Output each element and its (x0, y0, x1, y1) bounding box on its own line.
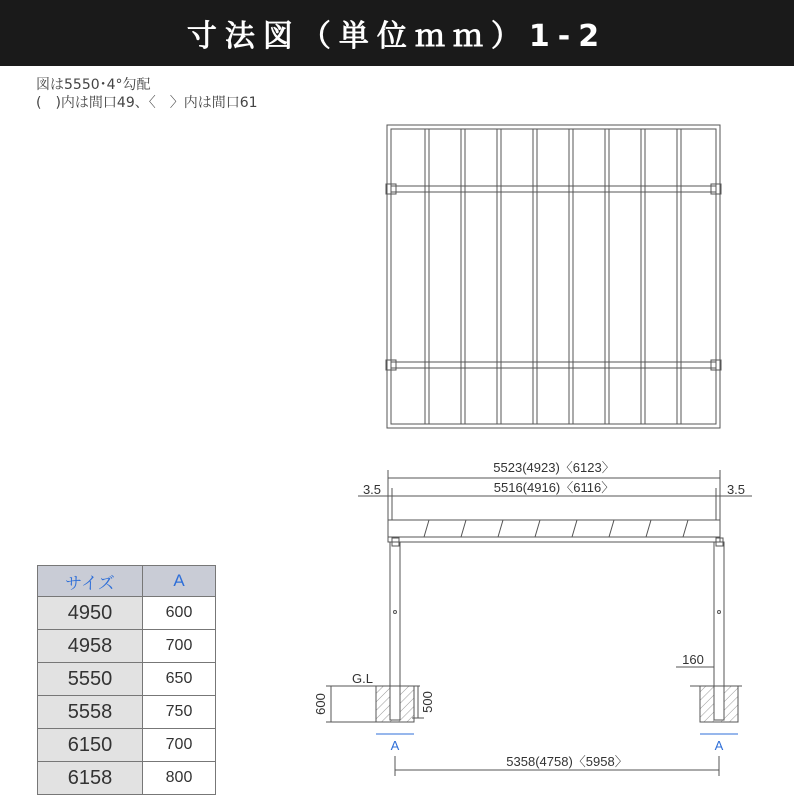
post-embed-label: 500 (420, 691, 435, 713)
edge-left-label: 3.5 (362, 482, 382, 497)
size-cell: 5558 (38, 696, 143, 729)
size-cell: 5550 (38, 663, 143, 696)
size-cell: 4950 (38, 597, 143, 630)
footing-depth-label: 600 (313, 693, 328, 715)
a-cell: 800 (143, 762, 216, 795)
plan-view (386, 125, 721, 428)
plan-outer-frame (387, 125, 720, 428)
inner-width-label: 5516(4916)〈6116〉 (493, 480, 615, 495)
a-column-header: A (143, 566, 216, 597)
a-cell: 650 (143, 663, 216, 696)
footing-a-right-label: A (714, 738, 724, 753)
edge-right-label: 3.5 (726, 482, 746, 497)
plan-inner-frame (391, 129, 716, 424)
ground-and-footings (330, 686, 742, 722)
footing-a-left-label: A (390, 738, 400, 753)
a-cell: 750 (143, 696, 216, 729)
a-cell: 600 (143, 597, 216, 630)
a-cell: 700 (143, 630, 216, 663)
size-cell: 4958 (38, 630, 143, 663)
note-bracket-legend: ( )内は間口49、〈 〉内は間口61 (36, 95, 258, 111)
post-offset-label: 160 (682, 652, 704, 667)
a-cell: 700 (143, 729, 216, 762)
size-cell: 6158 (38, 762, 143, 795)
plan-rafters (425, 129, 681, 424)
plan-beams (386, 184, 721, 370)
page-title: 寸法図（単位ｍｍ）1-2 (186, 19, 608, 54)
note-roof-pitch: 図は5550･4°勾配 (36, 77, 151, 93)
elevation-roof (388, 520, 720, 542)
elevation-posts (390, 538, 724, 718)
size-column-header: サイズ (38, 566, 143, 597)
size-cell: 6150 (38, 729, 143, 762)
post-span-label: 5358(4758)〈5958〉 (506, 754, 628, 769)
dimension-lines (358, 470, 752, 520)
overall-width-label: 5523(4923)〈6123〉 (493, 460, 615, 475)
ground-level-label: G.L (352, 671, 373, 686)
